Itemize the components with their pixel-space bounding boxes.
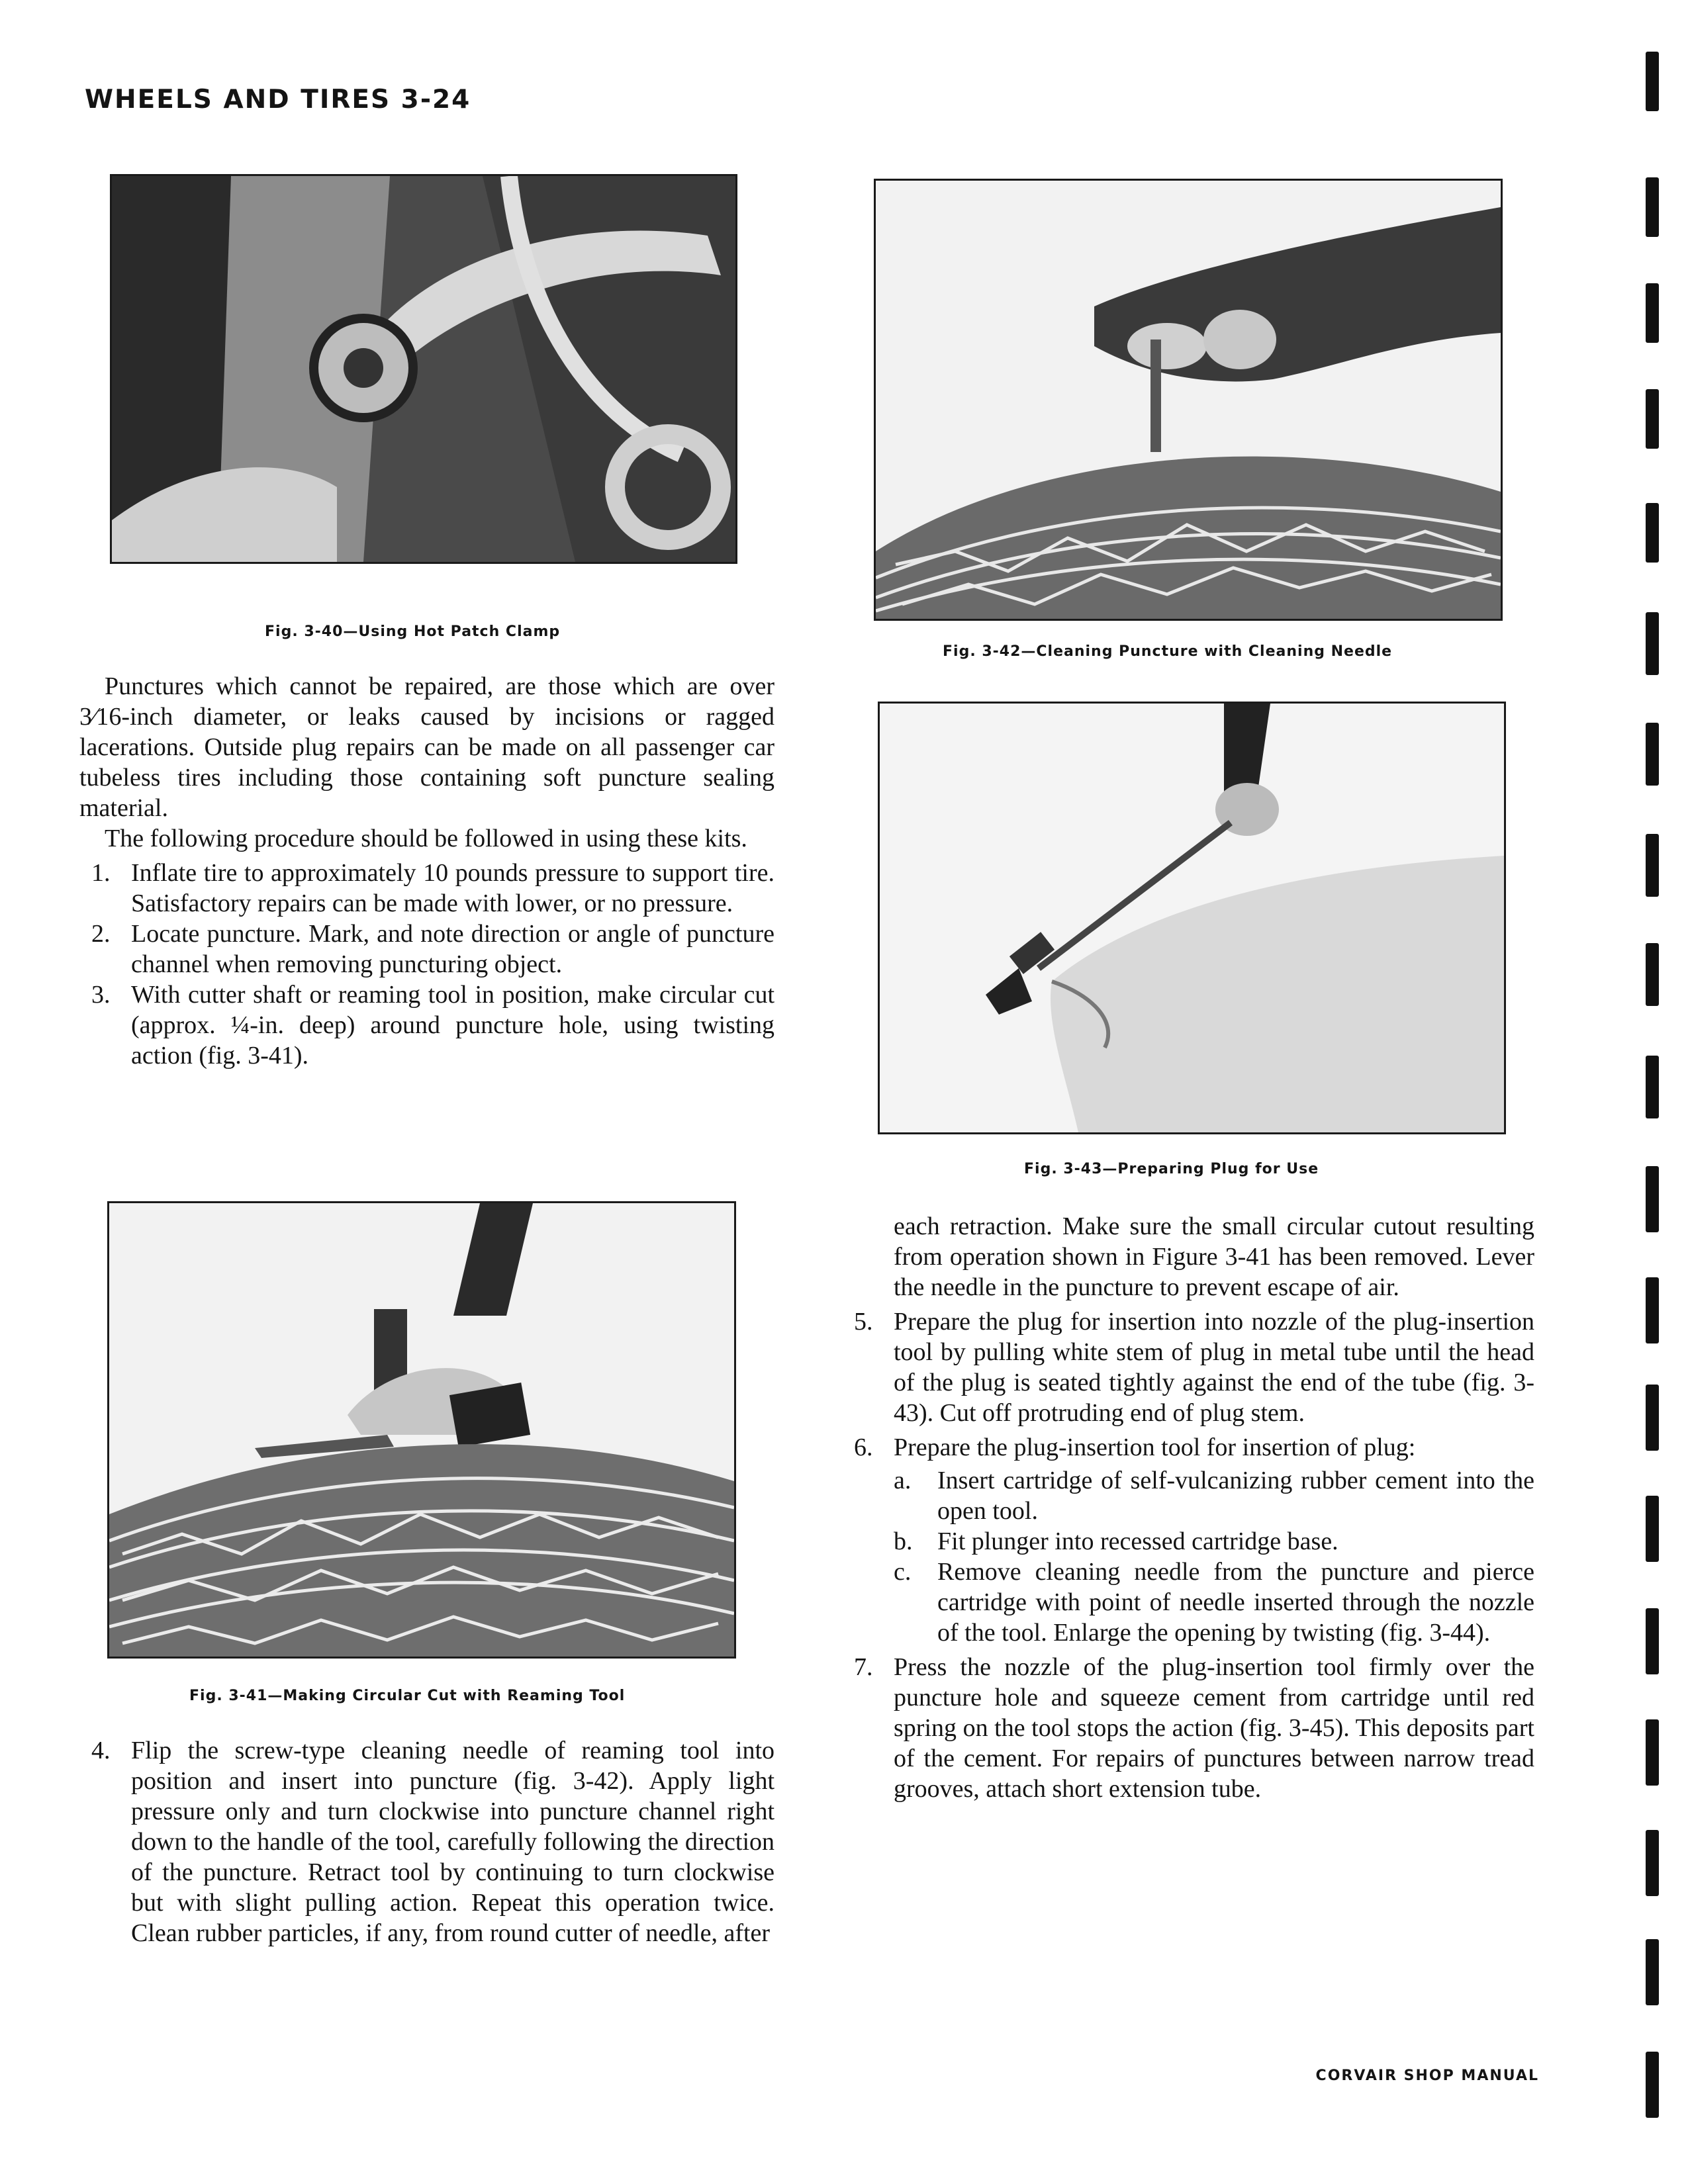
substep-label: b. [894, 1527, 913, 1555]
registration-mark [1646, 1056, 1659, 1118]
step-text: Prepare the plug-insertion tool for insertion of plug: [894, 1433, 1416, 1461]
procedure-step [79, 979, 774, 1071]
step-number: 1. [91, 859, 111, 887]
figure-3-41-photo [107, 1201, 736, 1659]
left-column-upper [79, 671, 774, 1071]
substep [894, 1465, 1534, 1526]
step-text: Locate puncture. Mark, and note direction or angle of puncture channel when removing puncturing object. [131, 920, 774, 978]
procedure-step-4 [79, 1735, 774, 1948]
registration-mark [1646, 1166, 1659, 1232]
step-number: 6. [854, 1433, 873, 1461]
figure-3-43-caption: Fig. 3-43—Preparing Plug for Use [1024, 1161, 1319, 1177]
registration-mark [1646, 503, 1659, 563]
substep-label: a. [894, 1467, 912, 1494]
step-text: Inflate tire to approximately 10 pounds pressure to support tire. Satisfactory repairs can be made with lower, or no pressure. [131, 859, 774, 917]
figure-3-40-photo [110, 174, 737, 564]
substep-text: Remove cleaning needle from the puncture and pierce cartridge with point of needle inserted through the nozzle of the tool. Enlarge the opening by twisting (fig. 3-44). [937, 1558, 1534, 1647]
substep [894, 1526, 1534, 1557]
registration-mark [1646, 2052, 1659, 2118]
figure-3-42-photo [874, 179, 1503, 621]
page-footer: CORVAIR SHOP MANUAL [1315, 2068, 1539, 2084]
step-number: 3. [91, 981, 111, 1009]
step-number: 2. [91, 920, 111, 948]
step-text: Press the nozzle of the plug-insertion tool firmly over the puncture hole and squeeze cement from cartridge until red spring on the tool stops the action (fig. 3-45). This deposits part of the cement. For repairs of punctures between narrow tread grooves, attach short extension tube. [894, 1653, 1534, 1803]
procedure-steps-5-6 [842, 1306, 1534, 1648]
procedure-intro: The following procedure should be followed in using these kits. [105, 825, 747, 852]
registration-mark [1646, 1719, 1659, 1786]
procedure-step [842, 1306, 1534, 1428]
edge-registration-marks [1628, 0, 1688, 2184]
registration-mark [1646, 1830, 1659, 1896]
step-number: 4. [91, 1737, 111, 1764]
substep [894, 1557, 1534, 1648]
registration-mark [1646, 1385, 1659, 1451]
step-text: Prepare the plug for insertion into nozzle of the plug-insertion tool by pulling white stem of plug in metal tube until the head of the plug is seated tightly against the end of the tube (fig. 3-43). Cut off protruding end of plug stem. [894, 1308, 1534, 1427]
step-number: 5. [854, 1308, 873, 1336]
intro-paragraph: Punctures which cannot be repaired, are those which are over 3⁄16-inch diameter, or leaks caused by incisions or ragged lacerations. Outside plug repairs can be made on all passenger car tubeless tires including those containing soft puncture sealing material. [79, 672, 774, 822]
procedure-step-7 [842, 1652, 1534, 1804]
registration-mark [1646, 52, 1659, 111]
step-number: 7. [854, 1653, 873, 1681]
right-column [842, 1211, 1534, 1804]
registration-mark [1646, 177, 1659, 237]
registration-mark [1646, 943, 1659, 1006]
registration-mark [1646, 834, 1659, 897]
registration-mark [1646, 1496, 1659, 1562]
registration-mark [1646, 1608, 1659, 1674]
substep-label: c. [894, 1558, 912, 1586]
substep-text: Fit plunger into recessed cartridge base. [937, 1527, 1338, 1555]
figure-3-42-caption: Fig. 3-42—Cleaning Puncture with Cleaning Needle [943, 643, 1393, 660]
substeps-list [894, 1465, 1534, 1648]
step-text: Flip the screw-type cleaning needle of reaming tool into position and insert into puncture (fig. 3-42). Apply light pressure only and turn clockwise into puncture channel right down to the handle of the tool, carefully following the direction of the puncture. Retract tool by continuing to turn clockwise but with slight pulling action. Repeat this operation twice. Clean rubber particles, if any, from round cutter of needle, after [131, 1737, 774, 1947]
registration-mark [1646, 1277, 1659, 1343]
registration-mark [1646, 389, 1659, 449]
figure-3-41-caption: Fig. 3-41—Making Circular Cut with Reaming Tool [189, 1688, 626, 1704]
procedure-step [79, 858, 774, 919]
procedure-steps-1-3 [79, 858, 774, 1071]
substep-text: Insert cartridge of self-vulcanizing rubber cement into the open tool. [937, 1467, 1534, 1525]
figure-3-43-photo [878, 702, 1506, 1134]
registration-mark [1646, 723, 1659, 786]
figure-3-40-caption: Fig. 3-40—Using Hot Patch Clamp [265, 623, 561, 640]
step-4-continuation: each retraction. Make sure the small circular cutout resulting from operation shown in Figure 3-41 has been removed. Lever the needle in the puncture to prevent escape of air. [894, 1212, 1534, 1301]
registration-mark [1646, 612, 1659, 675]
registration-mark [1646, 1939, 1659, 2005]
procedure-step [842, 1432, 1534, 1648]
procedure-step [79, 919, 774, 979]
step-text: With cutter shaft or reaming tool in position, make circular cut (approx. ¼-in. deep) around puncture hole, using twisting action (fig. 3-41). [131, 981, 774, 1069]
left-column-lower [79, 1735, 774, 1948]
page-header: WHEELS AND TIRES 3-24 [85, 85, 471, 114]
registration-mark [1646, 283, 1659, 343]
